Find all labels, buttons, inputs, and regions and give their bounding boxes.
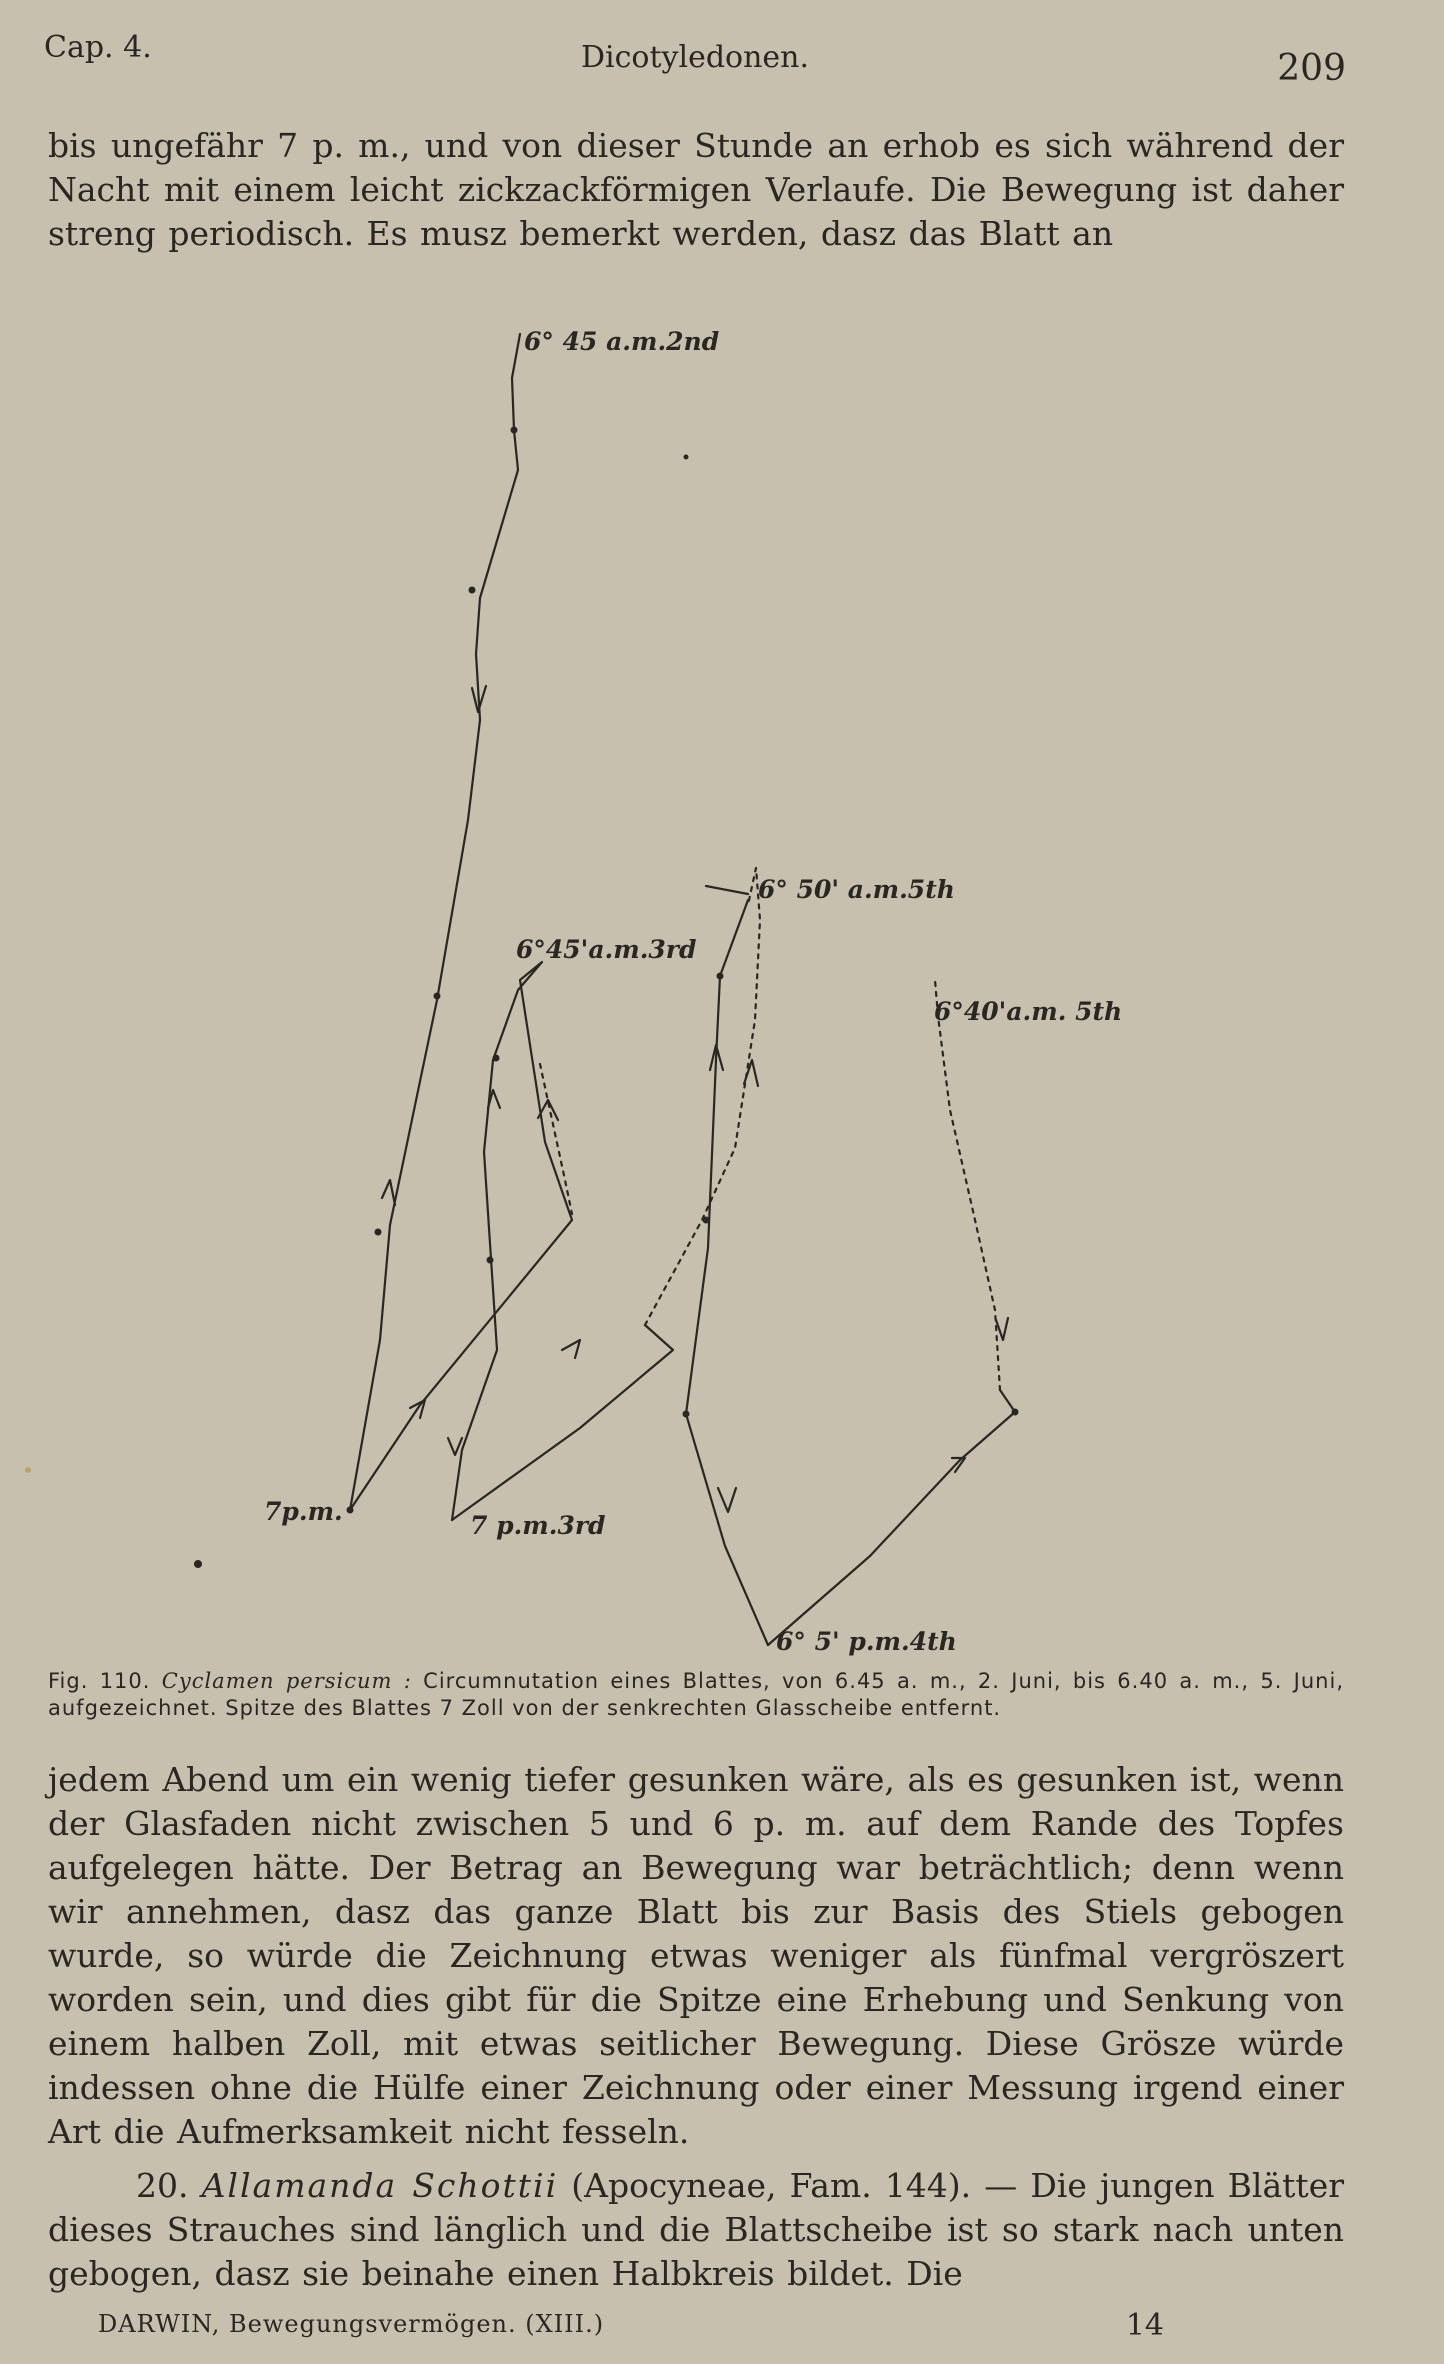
running-head [44,30,1346,89]
arrow-2 [382,1180,395,1205]
footer-imprint: DARWIN, Bewegungsvermögen. (XIII.) [98,2310,605,2338]
label-start: 6° 45 a.m.2nd [524,327,720,356]
label-7pm-3rd: 7 p.m.3rd [470,1511,606,1540]
chapter-label: Cap. 4. [44,30,152,65]
species-name: Allamanda Schottii [201,2166,559,2205]
label-day5-am-a: 6° 50' a.m.5th [758,875,955,904]
label-pm-4th: 6° 5' p.m.4th [776,1627,957,1656]
caption-fig-number: Fig. 110. [48,1669,151,1693]
figure-caption [48,1668,1344,1722]
circumnutation-figure [0,300,1444,1670]
page-footer [98,2310,1164,2344]
caption-line-1: Circumnutation eines Blattes, von 6.45 a. m., 2. Juni, bis 6.40 a. m., [423,1669,1250,1693]
label-day3-am: 6°45'a.m.3rd [516,935,697,964]
paragraph-allamanda [48,2164,1344,2296]
arrow-13 [706,886,748,894]
trace-night3-up [452,1325,673,1520]
signature-mark: 14 [1125,2308,1164,2343]
paragraph-number: 20. [136,2166,189,2205]
caption-species: Cyclamen persicum : [161,1669,412,1693]
trace-night2-up [350,962,572,1520]
paragraph-top: bis ungefähr 7 p. m., und von dieser Stunde an erhob es sich während der Nacht mit einem leicht zickzackförmigen Verlaufe. Die Bewegung ist daher streng periodisch. Es musz bemerkt werden, dasz das Blatt an [48,126,1344,253]
paragraph-middle: jedem Abend um ein wenig tiefer gesunken wäre, als es gesunken ist, wenn der Glasfaden nicht zwischen 5 und 6 p. m. auf dem Rande des Topfes aufgelegen hätte. Der Betrag an Bewegung war beträchtlich; denn wenn wir annehmen, dasz das ganze Blatt bis zur Basis des Stiels gebogen wurde, so würde die Zeichnung etwas weniger als fünfmal vergröszert worden sein, und dies gibt für die Spitze eine Erhebung und Senkung von einem halben Zoll, mit etwas seitlicher Bewegung. Diese Grösze würde indessen ohne die Hülfe einer Zeichnung oder einer Messung irgend einer Art die Aufmerksamkeit nicht fesseln. [48,1760,1344,2151]
trace-day4-down [686,900,768,1645]
caption-line-2: 5. Juni, aufgezeichnet. Spitze des Blattes 7 Zoll von der senkrechten Glasscheibe entfernt. [48,1669,1344,1720]
label-day5-am-b: 6°40'a.m. 5th [934,997,1123,1026]
trace-night4-up [768,1390,1015,1645]
section-title: Dicotyledonen. [580,40,810,75]
arrow-6 [562,1340,580,1358]
trace-night4-dotted [935,980,1000,1390]
label-7pm-2nd: 7p.m. [264,1497,343,1526]
arrow-5 [448,1438,462,1455]
arrow-10 [718,1488,736,1512]
arrow-12 [996,1318,1008,1340]
trace-day2-down [350,334,520,1510]
paragraph-allamanda-text: (Apocyneae, Fam. 144). — Die jungen Blätter dieses Strauches sind länglich und die Blattscheibe ist so stark nach unten gebogen, dasz sie beinahe einen Halbkreis bildet. Die [48,2166,1344,2293]
page-number: 209 [1277,48,1346,89]
